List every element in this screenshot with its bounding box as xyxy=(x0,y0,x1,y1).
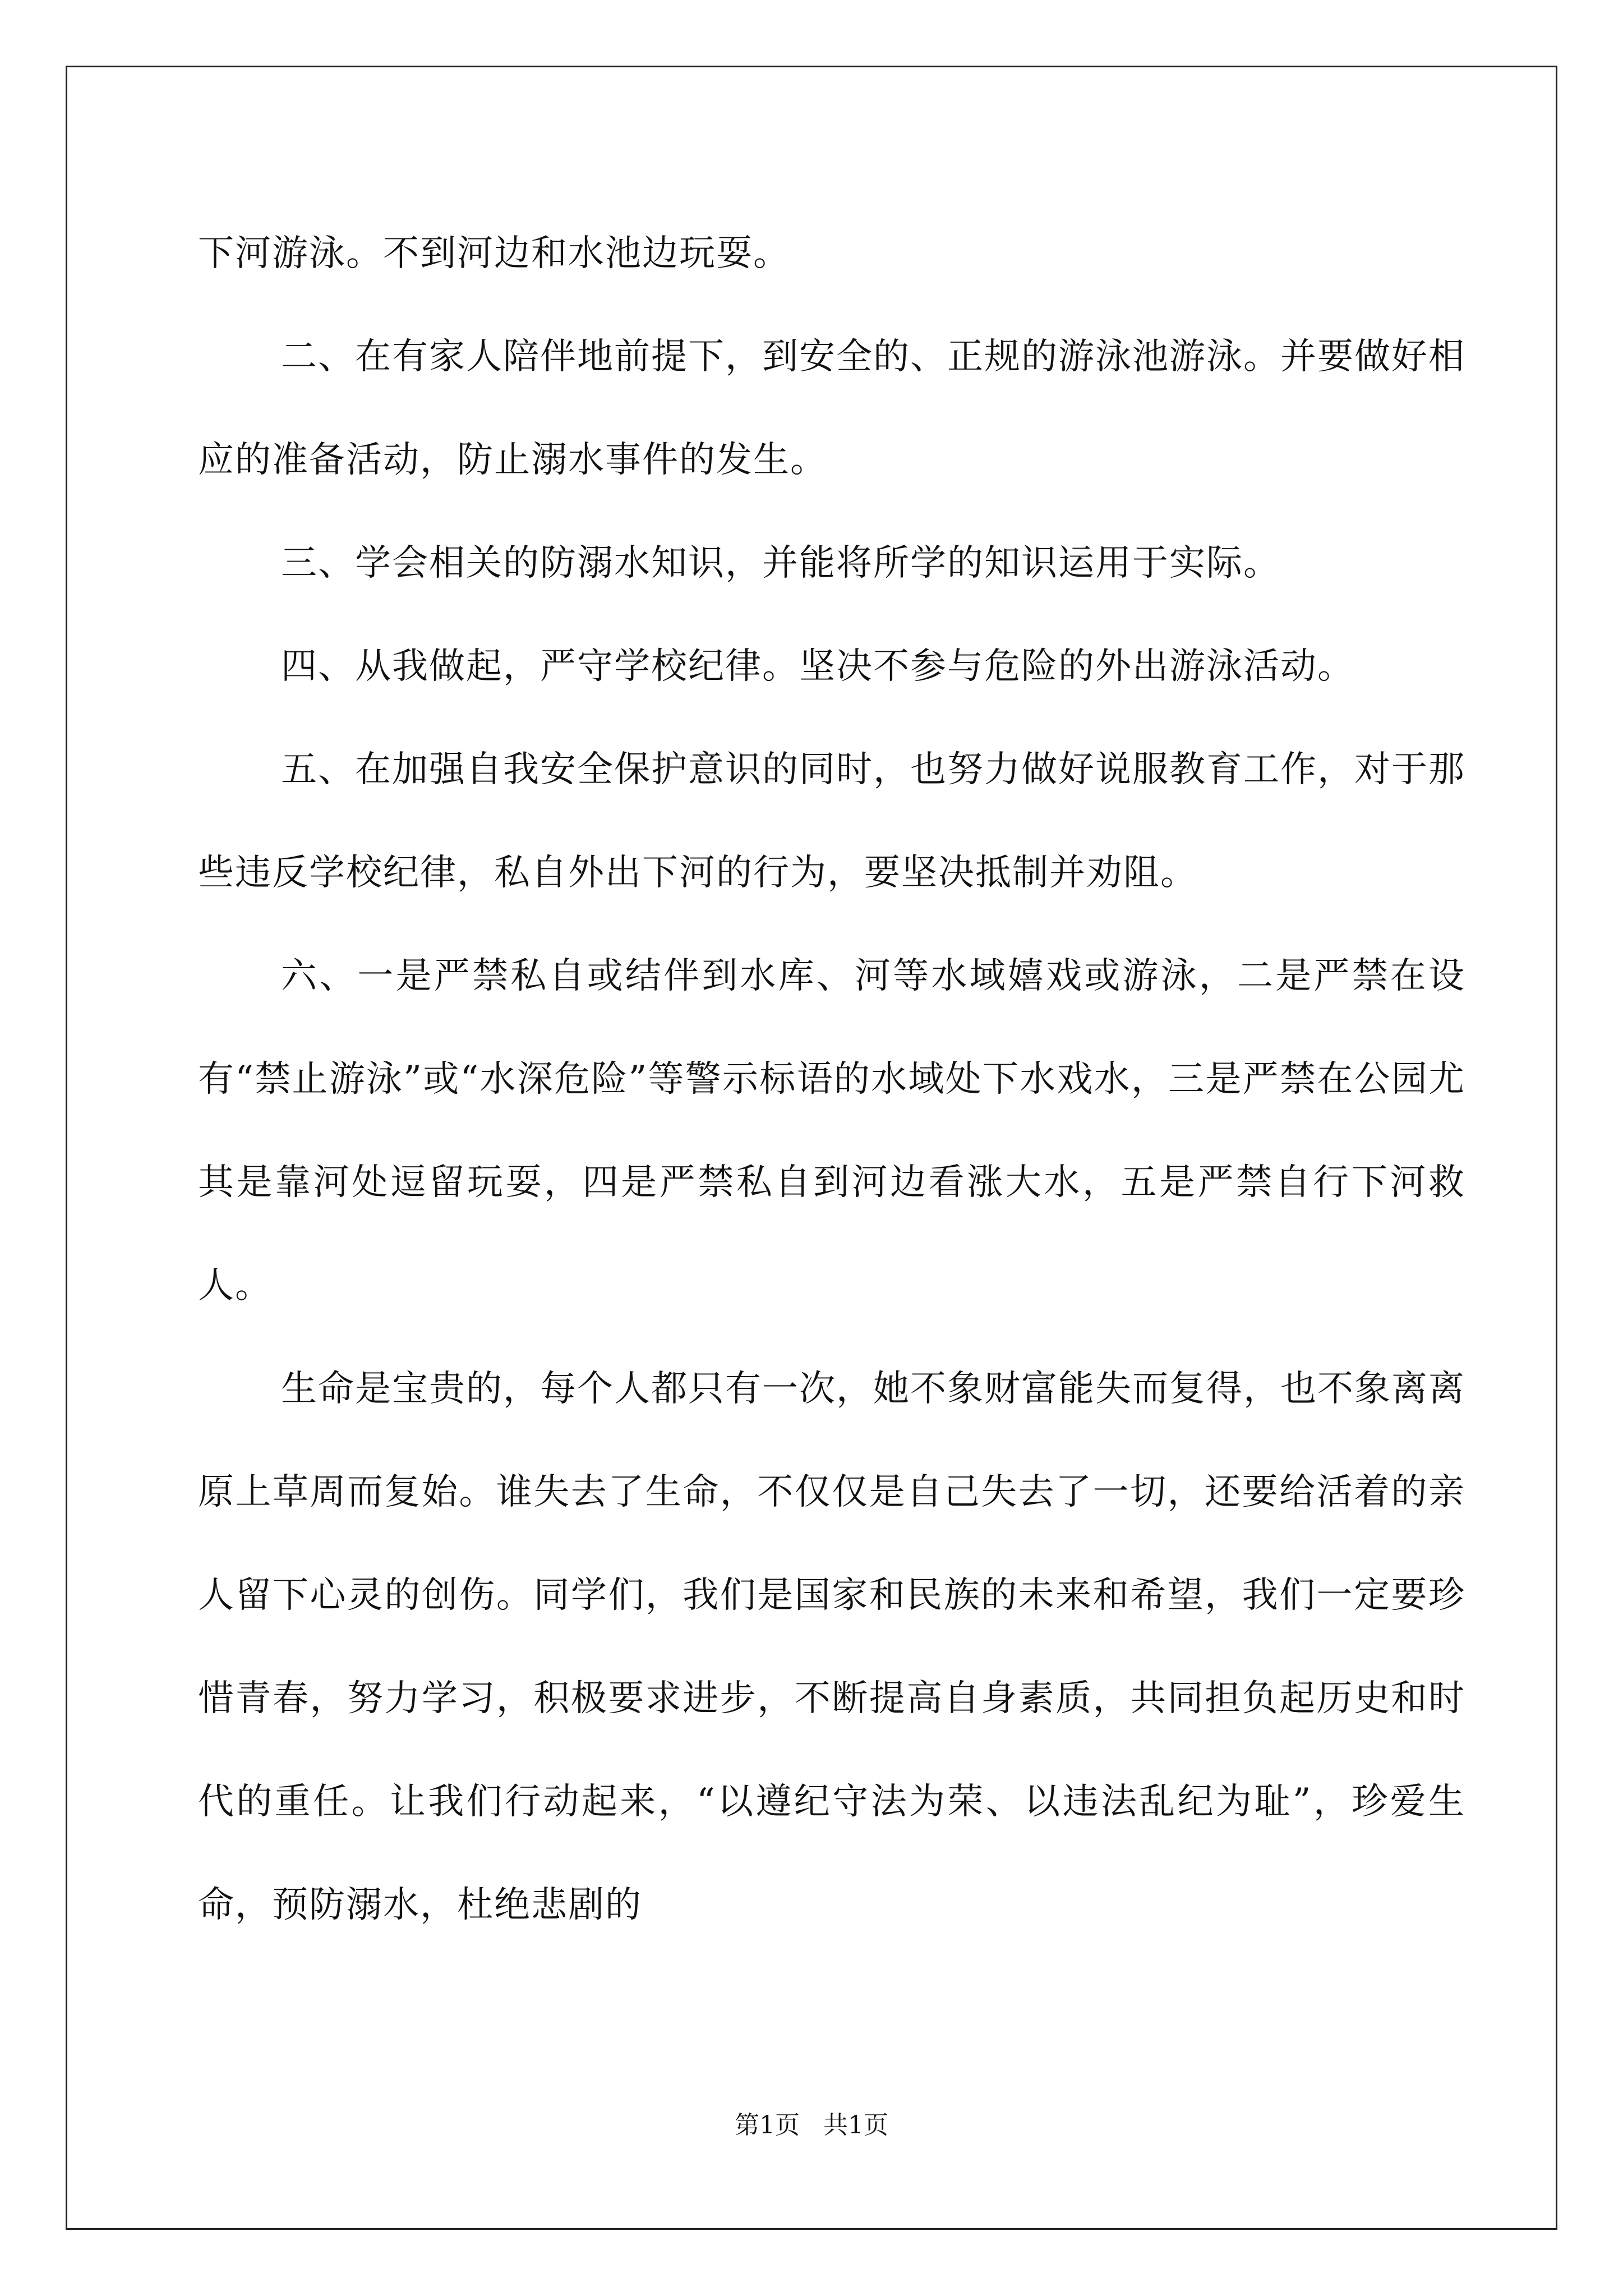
document-body xyxy=(198,202,1465,1957)
paragraph-4: 四、从我做起，严守学校纪律。坚决不参与危险的外出游泳活动。 xyxy=(281,646,1354,687)
paragraph-6: 六、一是严禁私自或结伴到水库、河等水域嬉戏或游泳，二是严禁在设有“禁止游泳”或“水深危险”等警示标语的水域处下水戏水，三是严禁在公园尤其是靠河处逗留玩耍，四是严禁私自到河边看涨大水，五是严禁自行下河救人。 xyxy=(198,955,1465,1306)
page-number: 第1页 xyxy=(735,2111,800,2139)
paragraph-5: 五、在加强自我安全保护意识的同时，也努力做好说服教育工作，对于那些违反学校纪律，私自外出下河的行为，要坚决抵制并劝阻。 xyxy=(198,749,1465,894)
paragraph-3: 三、学会相关的防溺水知识，并能将所学的知识运用于实际。 xyxy=(281,542,1280,584)
paragraph-7: 生命是宝贵的，每个人都只有一次，她不象财富能失而复得，也不象离离原上草周而复始。谁失去了生命，不仅仅是自己失去了一切，还要给活着的亲人留下心灵的创伤。同学们，我们是国家和民族的未来和希望，我们一定要珍惜青春，努力学习，积极要求进步，不断提高自身素质，共同担负起历史和时代的重任。让我们行动起来，“以遵纪守法为荣、以违法乱纪为耻”，珍爱生命，预防溺水，杜绝悲剧的 xyxy=(198,1368,1465,1926)
paragraph-2: 二、在有家人陪伴地前提下，到安全的、正规的游泳池游泳。并要做好相应的准备活动，防止溺水事件的发生。 xyxy=(198,336,1465,481)
page-footer xyxy=(0,2105,1623,2141)
page-total: 共1页 xyxy=(823,2111,888,2139)
paragraph-1: 下河游泳。不到河边和水池边玩耍。 xyxy=(198,233,790,274)
